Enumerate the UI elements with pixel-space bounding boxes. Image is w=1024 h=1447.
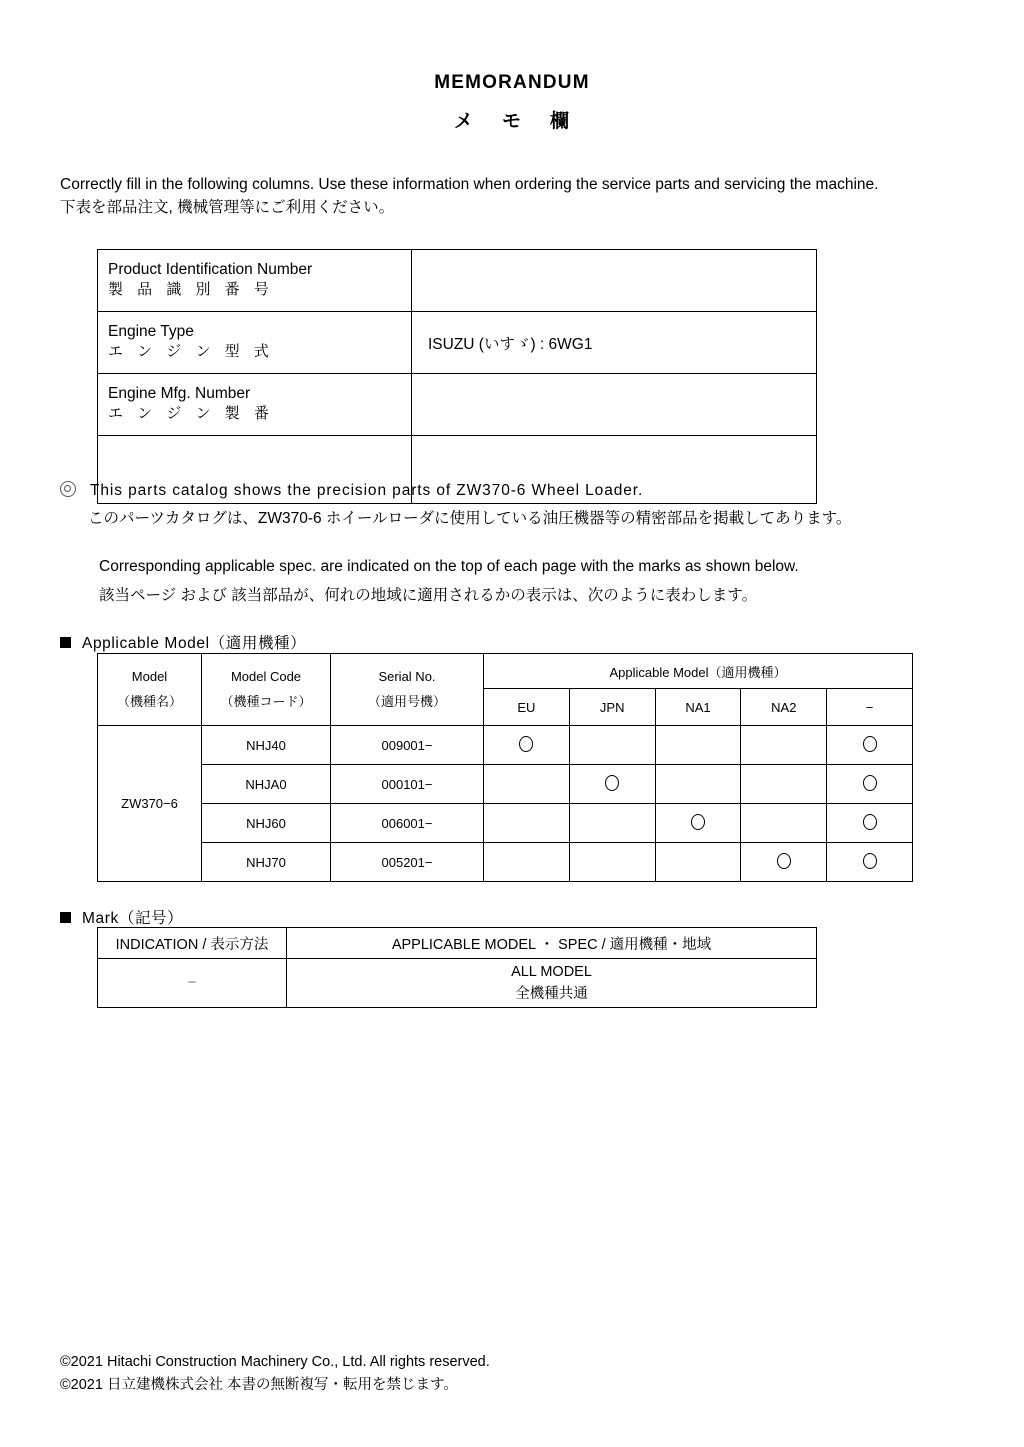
circle-mark-icon	[691, 814, 705, 830]
column-header-spec-na1: NA1	[655, 689, 741, 726]
spec-note-japanese: 該当ページ および 該当部品が、何れの地域に適用されるかの表示は、次のように表わします。	[99, 587, 758, 605]
cell-spec-dash	[827, 843, 913, 882]
cell-spec-dash	[827, 726, 913, 765]
circle-mark-icon	[605, 775, 619, 791]
cell-spec-na2	[741, 765, 827, 804]
applicable-model-table	[97, 653, 913, 882]
column-header-serial-no-jp: （適用号機）	[367, 693, 446, 709]
cell-serial-no: 009001−	[331, 726, 484, 765]
footer-line-english: ©2021 Hitachi Construction Machinery Co., Ltd. All rights reserved.	[60, 1354, 490, 1370]
spec-note-english: Corresponding applicable spec. are indicated on the top of each page with the marks as shown below.	[99, 558, 799, 575]
memo-label-jp: エ ン ジ ン 型 式	[108, 342, 274, 360]
cell-spec-na2	[741, 843, 827, 882]
column-header-applicable-model-spec: APPLICABLE MODEL ・ SPEC / 適用機種・地域	[287, 928, 817, 959]
memorandum-table	[97, 249, 817, 504]
cell-model-code: NHJ60	[202, 804, 331, 843]
section-heading-mark	[60, 906, 183, 928]
cell-spec-jpn	[569, 765, 655, 804]
page-title-japanese	[0, 106, 1024, 133]
memo-label-jp: エ ン ジ ン 製 番	[108, 404, 274, 422]
cell-spec-dash	[827, 804, 913, 843]
column-header-spec-dash: −	[827, 689, 913, 726]
cell-spec-jpn	[569, 843, 655, 882]
cell-serial-no: 005201−	[331, 843, 484, 882]
column-header-spec-eu: EU	[484, 689, 570, 726]
page-title-english: MEMORANDUM	[434, 72, 590, 93]
column-header-model-jp: （機種名）	[116, 693, 182, 709]
double-circle-bullet-icon	[60, 481, 76, 497]
catalog-note-japanese: このパーツカタログは、ZW370-6 ホイールローダに使用している油圧機器等の精密部品を掲載してあります。	[88, 510, 852, 527]
memo-value-product-id[interactable]	[412, 250, 817, 312]
table-row	[98, 726, 913, 765]
title-jp-char-2: モ	[501, 111, 522, 132]
cell-spec-eu	[484, 843, 570, 882]
cell-spec-jpn	[569, 804, 655, 843]
cell-model-code: NHJ40	[202, 726, 331, 765]
column-header-serial-no	[331, 654, 484, 726]
cell-spec-na1	[655, 726, 741, 765]
cell-indication-dash: −	[98, 959, 287, 1008]
column-header-model-code-en: Model Code	[230, 668, 302, 684]
table-row	[98, 804, 913, 843]
filled-square-bullet-icon	[60, 637, 71, 648]
memo-value-engine-type[interactable]: ISUZU (いすゞ) : 6WG1	[412, 312, 817, 374]
cell-spec-na1	[655, 843, 741, 882]
column-header-applicable-model-group: Applicable Model（適用機種）	[484, 654, 913, 689]
memo-label-engine-type	[98, 312, 412, 374]
footer-line-japanese: ©2021 日立建機株式会社 本書の無断複写・転用を禁じます。	[60, 1377, 458, 1394]
cell-spec-na1	[655, 765, 741, 804]
column-header-indication: INDICATION / 表示方法	[98, 928, 287, 959]
cell-all-model-jp: 全機種共通	[515, 986, 588, 1002]
memo-label-en: Product Identification Number	[108, 260, 313, 278]
intro-paragraph	[60, 174, 980, 220]
catalog-note	[60, 481, 990, 528]
cell-serial-no: 000101−	[331, 765, 484, 804]
cell-spec-eu	[484, 804, 570, 843]
title-jp-char-3: 欄	[550, 111, 571, 132]
intro-japanese: 下表を部品注文, 機械管理等にご利用ください。	[60, 199, 395, 217]
table-row	[98, 843, 913, 882]
cell-spec-na2	[741, 726, 827, 765]
catalog-note-english: This parts catalog shows the precision parts of ZW370-6 Wheel Loader.	[90, 482, 644, 499]
table-row	[98, 312, 817, 374]
cell-spec-eu	[484, 726, 570, 765]
section-heading-mark-label: Mark（記号）	[82, 910, 184, 927]
memo-value-engine-mfg-number[interactable]	[412, 374, 817, 436]
cell-model-code: NHJ70	[202, 843, 331, 882]
catalog-note-english-line	[60, 481, 990, 500]
table-header-row	[98, 928, 817, 959]
cell-model-code: NHJA0	[202, 765, 331, 804]
memo-label-en: Engine Type	[108, 322, 194, 340]
cell-spec-jpn	[569, 726, 655, 765]
column-header-serial-no-en: Serial No.	[378, 668, 436, 684]
column-header-spec-jpn: JPN	[569, 689, 655, 726]
cell-spec-na2	[741, 804, 827, 843]
cell-spec-eu	[484, 765, 570, 804]
circle-mark-icon	[777, 853, 791, 869]
table-header-row	[98, 654, 913, 689]
column-header-model-code-jp: （機種コード）	[220, 693, 312, 709]
footer-copyright	[60, 1351, 760, 1397]
table-row	[98, 374, 817, 436]
circle-mark-icon	[519, 736, 533, 752]
spec-note	[99, 556, 999, 608]
table-row	[98, 765, 913, 804]
table-row	[98, 959, 817, 1008]
cell-spec-na1	[655, 804, 741, 843]
memo-label-product-id	[98, 250, 412, 312]
circle-mark-icon	[863, 775, 877, 791]
column-header-model	[98, 654, 202, 726]
intro-english: Correctly fill in the following columns. Use these information when ordering the service parts and servicing the machine.	[60, 176, 879, 193]
section-heading-applicable-model	[60, 631, 306, 653]
column-header-spec-na2: NA2	[741, 689, 827, 726]
cell-applicable-all-model	[287, 959, 817, 1008]
column-header-model-en: Model	[131, 668, 168, 684]
section-heading-applicable-model-label: Applicable Model（適用機種）	[82, 635, 307, 652]
circle-mark-icon	[863, 853, 877, 869]
cell-spec-dash	[827, 765, 913, 804]
applicable-model-table-body	[98, 726, 913, 882]
memo-label-en: Engine Mfg. Number	[108, 384, 251, 402]
mark-table	[97, 927, 817, 1008]
cell-serial-no: 006001−	[331, 804, 484, 843]
column-header-model-code	[202, 654, 331, 726]
cell-all-model-en: ALL MODEL	[511, 963, 592, 980]
circle-mark-icon	[863, 814, 877, 830]
memo-label-jp: 製 品 識 別 番 号	[108, 280, 274, 298]
page-title-block	[0, 72, 1024, 133]
filled-square-bullet-icon	[60, 912, 71, 923]
circle-mark-icon	[863, 736, 877, 752]
table-row	[98, 250, 817, 312]
memo-label-engine-mfg-number	[98, 374, 412, 436]
cell-model-name: ZW370−6	[98, 726, 202, 882]
title-jp-char-1: メ	[453, 111, 474, 132]
